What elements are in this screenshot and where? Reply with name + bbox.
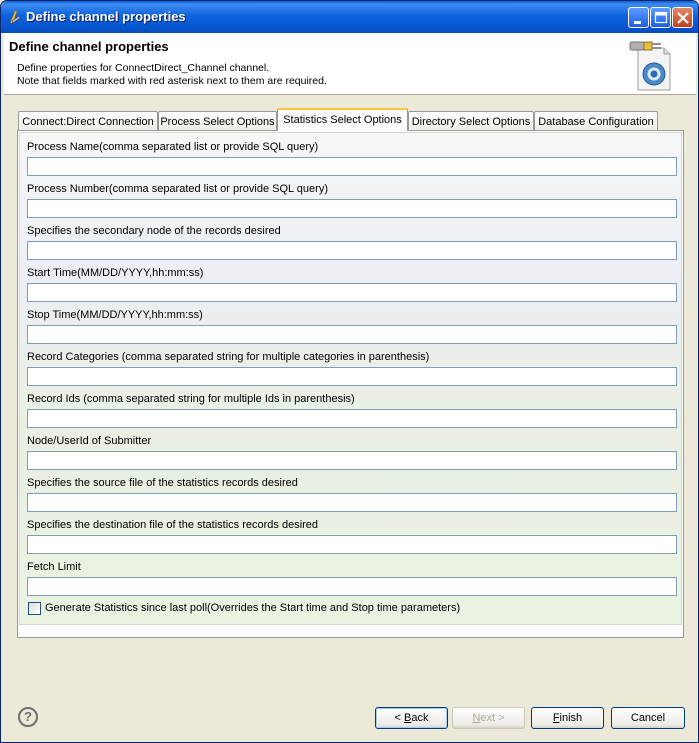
stop-time-label: Stop Time(MM/DD/YYYY,hh:mm:ss) xyxy=(27,309,203,321)
generate-statistics-label: Generate Statistics since last poll(Overrides the Start time and Stop time parameters) xyxy=(45,602,461,614)
tab-panel xyxy=(17,130,684,638)
start-time-label: Start Time(MM/DD/YYYY,hh:mm:ss) xyxy=(27,267,204,279)
process-number-label: Process Number(comma separated list or provide SQL query) xyxy=(27,183,328,195)
maximize-button[interactable] xyxy=(650,7,671,28)
destination-file-label: Specifies the destination file of the statistics records desired xyxy=(27,519,319,531)
fetch-limit-label: Fetch Limit xyxy=(27,561,81,573)
title-bar[interactable] xyxy=(1,1,698,33)
next-rest: ext > xyxy=(480,712,505,724)
minimize-icon xyxy=(629,8,650,29)
fetch-limit-field[interactable] xyxy=(27,577,677,596)
secondary-node-label: Specifies the secondary node of the records desired xyxy=(27,225,281,237)
destination-file-field[interactable] xyxy=(27,535,677,554)
source-file-field[interactable] xyxy=(27,493,677,512)
tab-directory-select-options[interactable]: Directory Select Options xyxy=(408,111,534,131)
process-name-field[interactable] xyxy=(27,157,677,176)
back-mnemonic: B xyxy=(404,712,412,724)
submitter-label: Node/UserId of Submitter xyxy=(27,435,152,447)
eclipse-app-icon xyxy=(7,9,23,25)
process-name-label: Process Name(comma separated list or provide SQL query) xyxy=(27,141,319,153)
close-icon xyxy=(673,8,694,29)
finish-mnemonic: F xyxy=(552,712,560,724)
cancel-button[interactable]: Cancel xyxy=(611,707,685,729)
next-mnemonic: N xyxy=(472,712,481,724)
finish-button[interactable] xyxy=(531,707,604,729)
back-button[interactable] xyxy=(375,707,448,729)
back-prefix: < xyxy=(394,712,404,724)
help-icon[interactable]: ? xyxy=(18,707,38,727)
finish-rest: inish xyxy=(559,712,583,724)
stop-time-field[interactable] xyxy=(27,325,677,344)
page-title: Define channel properties xyxy=(9,39,169,54)
maximize-icon xyxy=(651,8,672,29)
channel-plug-icon xyxy=(624,36,676,92)
header-banner xyxy=(4,33,696,95)
description-line: Note that fields marked with red asterisk next to them are required. xyxy=(17,75,327,87)
tab-database-configuration[interactable]: Database Configuration xyxy=(534,111,658,131)
tab-process-select-options[interactable]: Process Select Options xyxy=(158,111,277,131)
record-ids-label: Record Ids (comma separated string for multiple Ids in parenthesis) xyxy=(27,393,355,405)
minimize-button[interactable] xyxy=(628,7,649,28)
tab-connect-direct-connection[interactable]: Connect:Direct Connection xyxy=(18,111,158,131)
back-rest: ack xyxy=(411,712,429,724)
page-description xyxy=(17,62,327,88)
window-title: Define channel properties xyxy=(26,9,186,24)
statistics-form xyxy=(19,132,682,625)
record-categories-label: Record Categories (comma separated string for multiple categories in parenthesis) xyxy=(27,351,430,363)
start-time-field[interactable] xyxy=(27,283,677,302)
submitter-field[interactable] xyxy=(27,451,677,470)
description-line: Define properties for ConnectDirect_Channel channel. xyxy=(17,62,270,74)
close-button[interactable] xyxy=(672,7,693,28)
next-button[interactable] xyxy=(452,707,525,729)
source-file-label: Specifies the source file of the statistics records desired xyxy=(27,477,298,489)
process-number-field[interactable] xyxy=(27,199,677,218)
record-ids-field[interactable] xyxy=(27,409,677,428)
tab-strip xyxy=(18,108,683,130)
secondary-node-field[interactable] xyxy=(27,241,677,260)
record-categories-field[interactable] xyxy=(27,367,677,386)
tab-statistics-select-options[interactable]: Statistics Select Options xyxy=(277,108,408,131)
generate-statistics-checkbox[interactable] xyxy=(28,602,41,615)
